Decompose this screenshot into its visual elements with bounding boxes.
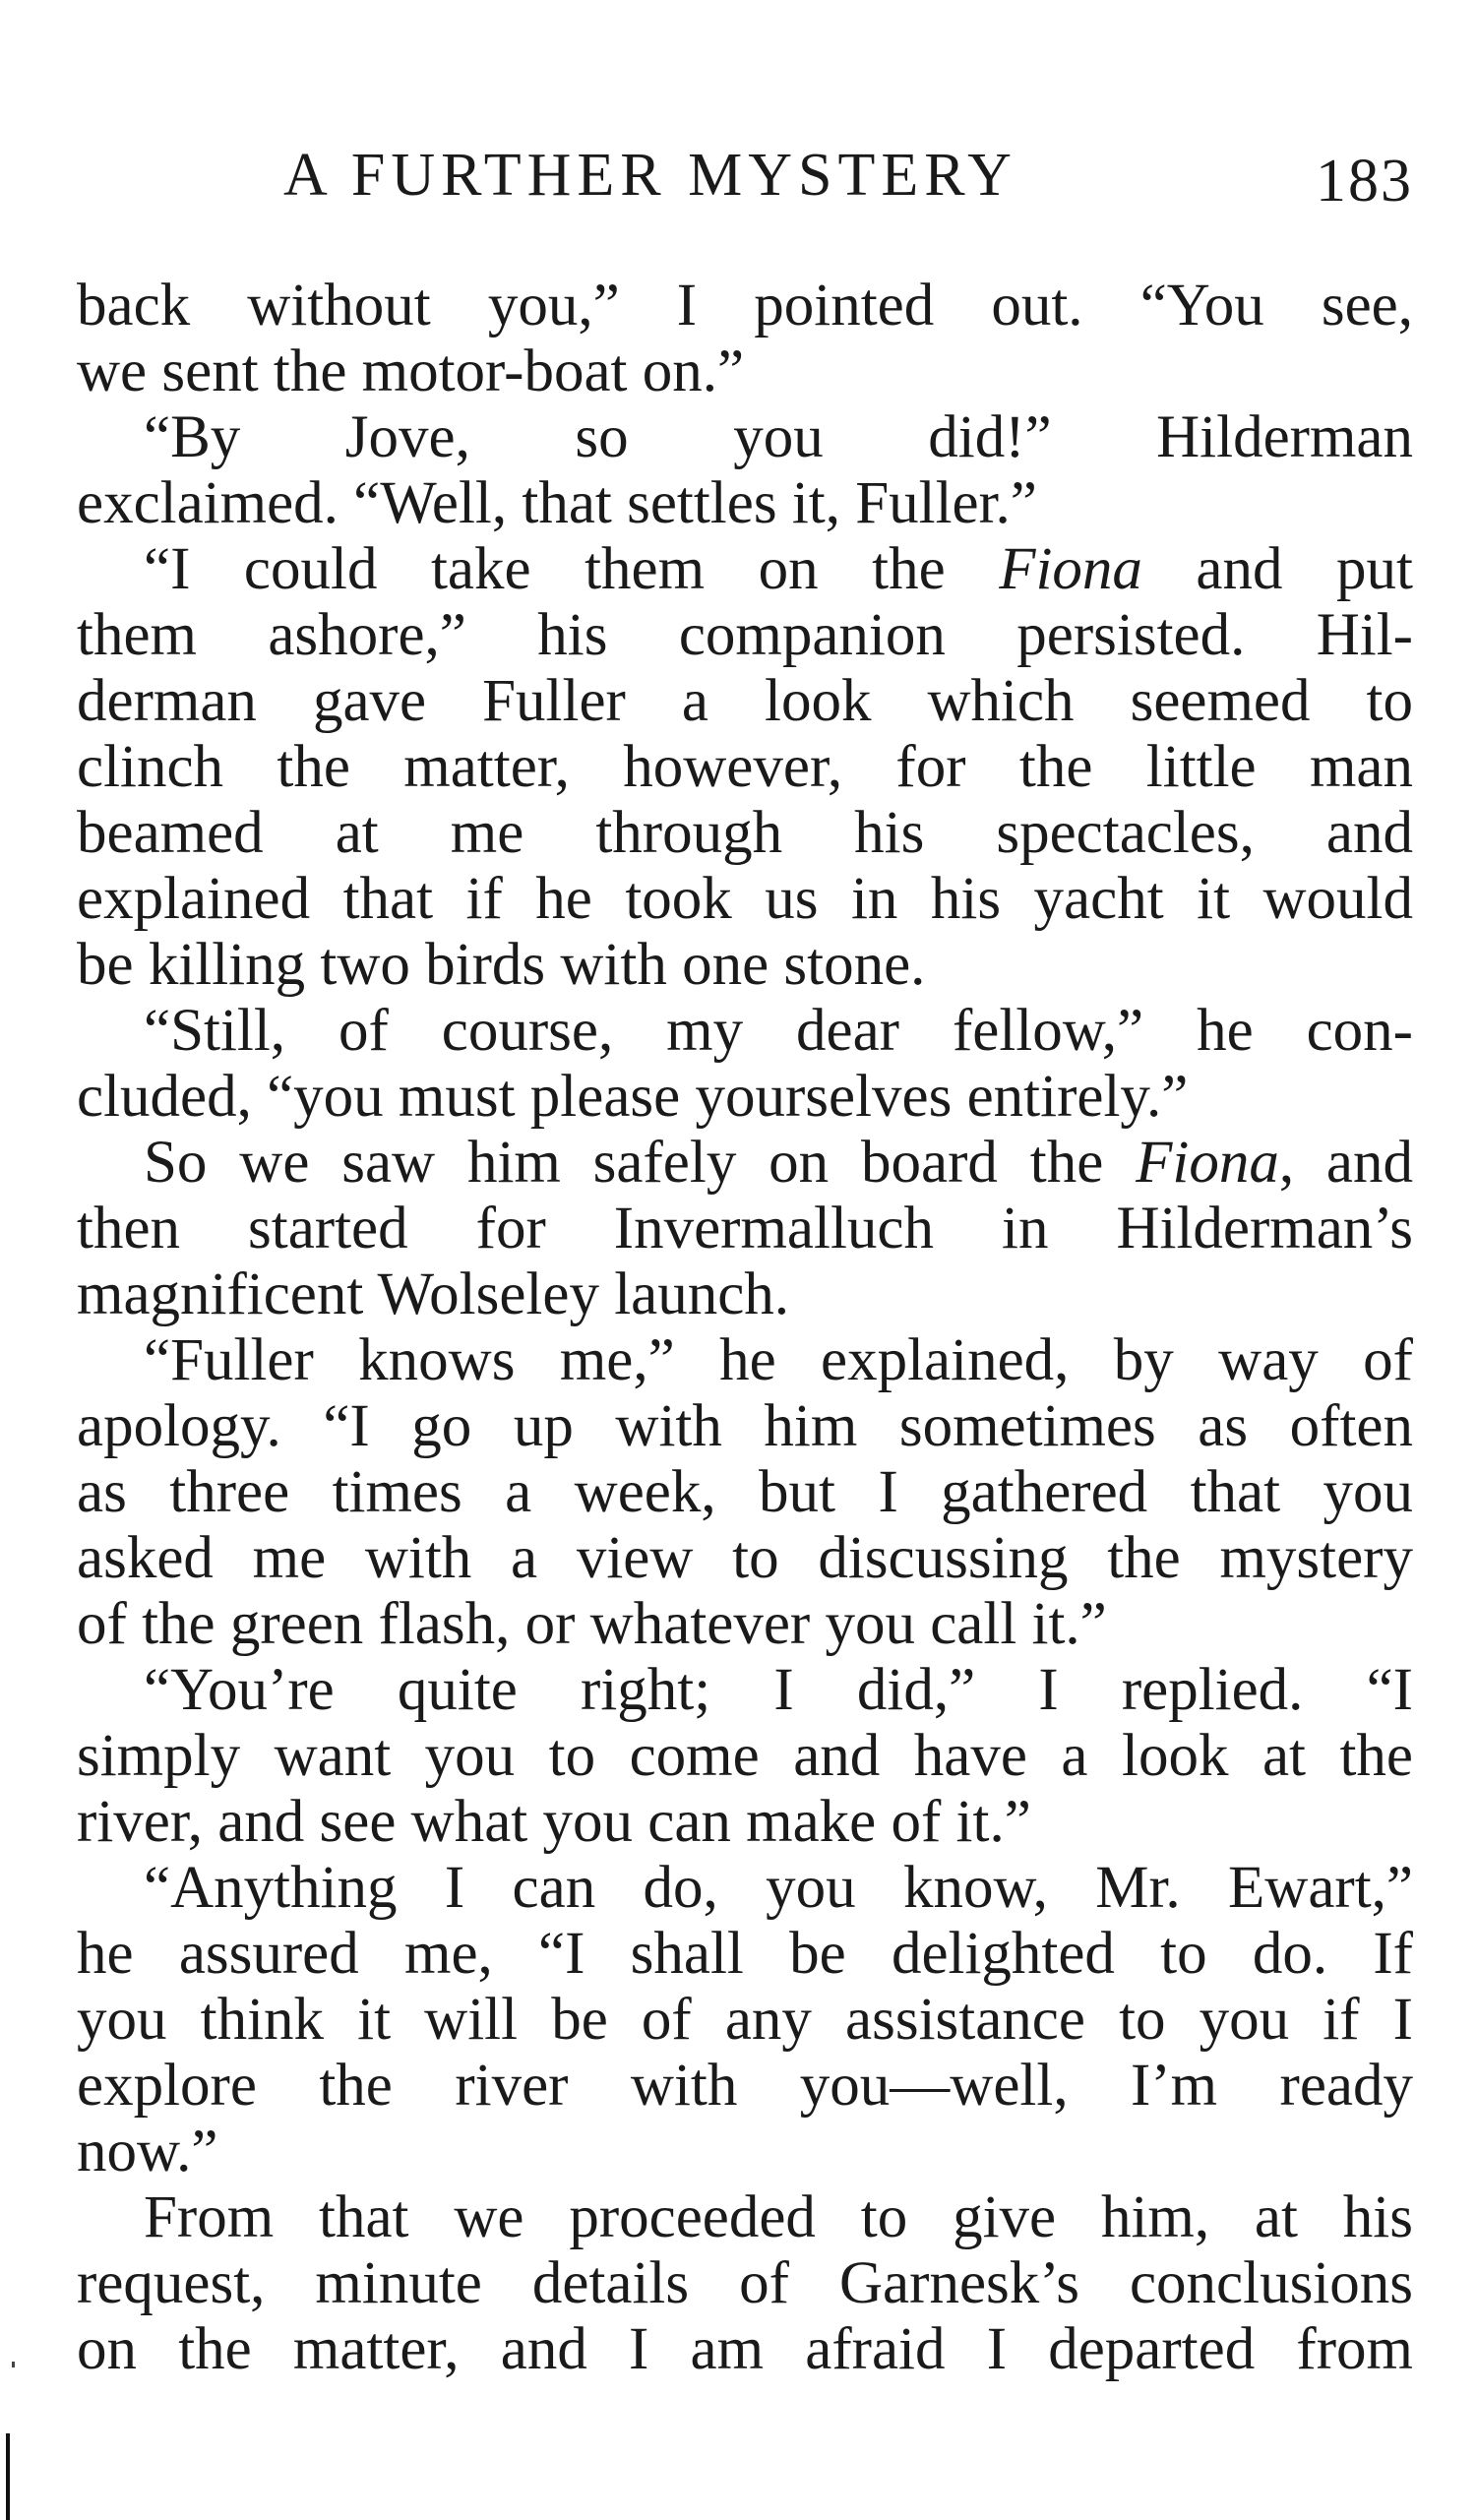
text-line xyxy=(77,404,1413,470)
text-line xyxy=(77,338,1413,404)
text-segment: “Fuller knows me,” he explained, by way of xyxy=(144,1327,1413,1393)
running-title: A FURTHER MYSTERY xyxy=(283,142,1017,209)
text-line xyxy=(77,866,1413,932)
text-segment: we sent the motor-boat on.” xyxy=(77,338,745,404)
text-line xyxy=(77,1525,1413,1591)
text-line xyxy=(77,734,1413,800)
italic-ship-name: Fiona xyxy=(999,536,1142,602)
text-segment: be killing two birds with one stone. xyxy=(77,932,926,998)
text-line xyxy=(77,2119,1413,2184)
text-segment: “You’re quite right; I did,” I replied. “I xyxy=(144,1657,1413,1723)
text-line xyxy=(77,1987,1413,2053)
text-segment: “I could take them on the xyxy=(144,536,1000,602)
text-line xyxy=(77,800,1413,866)
running-head xyxy=(283,136,1413,215)
text-line xyxy=(77,668,1413,734)
italic-ship-name: Fiona xyxy=(1136,1130,1279,1196)
text-segment: cluded, “you must please yourselves entirely.” xyxy=(77,1064,1189,1130)
text-segment: river, and see what you can make of it.” xyxy=(77,1789,1031,1855)
scan-speck xyxy=(12,2362,15,2367)
text-segment: From that we proceeded to give him, at his xyxy=(144,2184,1413,2250)
text-line xyxy=(77,1723,1413,1789)
text-segment: asked me with a view to discussing the mystery xyxy=(77,1525,1413,1591)
text-line xyxy=(77,2316,1413,2382)
text-line xyxy=(77,1921,1413,1987)
text-line xyxy=(77,1459,1413,1525)
text-line xyxy=(77,1789,1413,1855)
text-segment: So we saw him safely on board the xyxy=(144,1130,1137,1196)
text-segment: exclaimed. “Well, that settles it, Fuller.” xyxy=(77,470,1037,536)
text-segment: back without you,” I pointed out. “You see, xyxy=(77,273,1413,338)
text-segment: and put xyxy=(1141,536,1413,602)
text-segment: beamed at me through his spectacles, and xyxy=(77,800,1413,866)
text-line xyxy=(77,1261,1413,1327)
scan-edge-mark xyxy=(6,2433,10,2520)
page-number: 183 xyxy=(1316,148,1413,215)
text-line xyxy=(77,998,1413,1064)
text-segment: explained that if he took us in his yacht it would xyxy=(77,866,1413,932)
text-line xyxy=(77,2184,1413,2250)
text-line xyxy=(77,2250,1413,2316)
text-segment: on the matter, and I am afraid I departed from xyxy=(77,2316,1413,2382)
text-line xyxy=(77,1327,1413,1393)
text-line xyxy=(77,2053,1413,2119)
text-segment: as three times a week, but I gathered that you xyxy=(77,1459,1413,1525)
text-segment: “Anything I can do, you know, Mr. Ewart,” xyxy=(144,1855,1413,1921)
text-line xyxy=(77,536,1413,602)
text-line xyxy=(77,273,1413,338)
text-line xyxy=(77,1855,1413,1921)
text-line xyxy=(77,470,1413,536)
text-line xyxy=(77,602,1413,668)
text-segment: you think it will be of any assistance to you if I xyxy=(77,1987,1413,2053)
text-line xyxy=(77,1196,1413,1261)
text-segment: explore the river with you—well, I’m ready xyxy=(77,2053,1413,2119)
text-segment: them ashore,” his companion persisted. Hil- xyxy=(77,602,1413,668)
text-segment: simply want you to come and have a look at the xyxy=(77,1723,1413,1789)
text-line xyxy=(77,1657,1413,1723)
text-segment: “Still, of course, my dear fellow,” he con- xyxy=(144,998,1413,1064)
text-segment: of the green flash, or whatever you call it.” xyxy=(77,1591,1107,1657)
text-line xyxy=(77,1130,1413,1196)
text-segment: now.” xyxy=(77,2119,218,2184)
text-segment: magnificent Wolseley launch. xyxy=(77,1261,790,1327)
text-line xyxy=(77,1393,1413,1459)
text-segment: then started for Invermalluch in Hilderman’s xyxy=(77,1196,1413,1261)
text-line xyxy=(77,1591,1413,1657)
text-segment: “By Jove, so you did!” Hilderman xyxy=(144,404,1413,470)
text-line xyxy=(77,932,1413,998)
body-text xyxy=(77,273,1413,2382)
text-segment: , and xyxy=(1278,1130,1413,1196)
text-segment: he assured me, “I shall be delighted to do. If xyxy=(77,1921,1413,1987)
text-segment: apology. “I go up with him sometimes as often xyxy=(77,1393,1413,1459)
text-segment: clinch the matter, however, for the little man xyxy=(77,734,1413,800)
text-segment: request, minute details of Garnesk’s conclusions xyxy=(77,2250,1413,2316)
text-segment: derman gave Fuller a look which seemed to xyxy=(77,668,1413,734)
text-line xyxy=(77,1064,1413,1130)
